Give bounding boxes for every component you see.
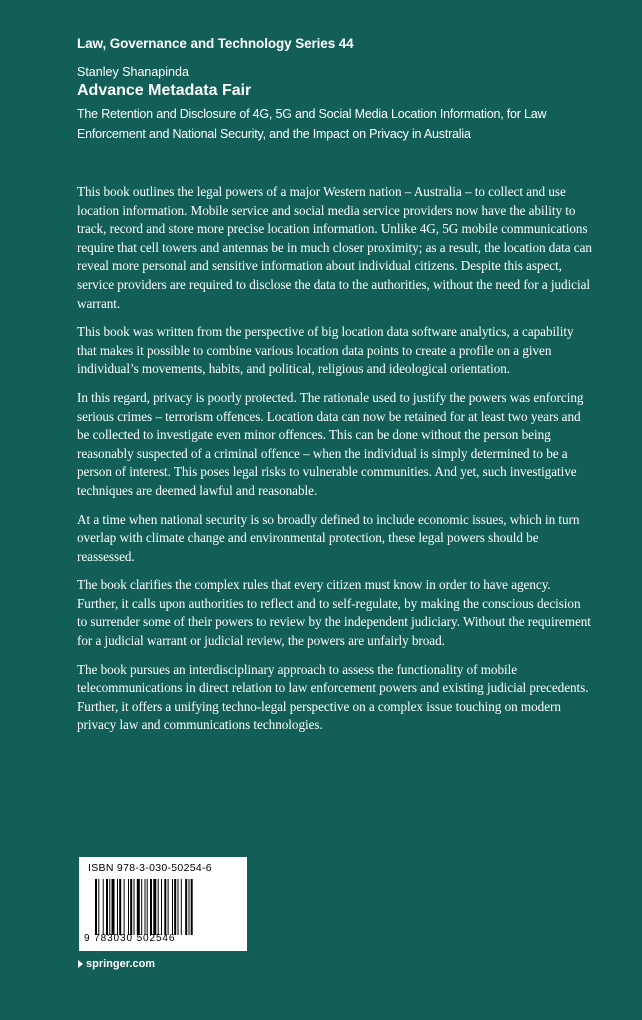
blurb-paragraph: The book clarifies the complex rules that every citizen must know in order to have agency. Further, it calls upon authorities to reflect and to self-regulate, by making the conscious decision to surrender some of their powers to review by the independent judiciary. Without the requirement for a judicial warrant or judicial review, the powers are unfairly broad. [77,577,591,649]
barcode-bar [168,879,169,935]
barcode-bar [141,879,142,935]
barcode-bar [178,879,179,935]
barcode-bar [181,879,182,935]
barcode-bar [112,879,115,935]
author-name: Stanley Shanapinda [77,65,189,79]
barcode-bar [106,879,108,935]
barcode-bar [145,879,146,935]
blurb-paragraph: At a time when national security is so broadly defined to include economic issues, which in turn overlap with climate change and environmental protection, these legal powers should be reassessed. [77,511,580,564]
barcode-bar [164,879,166,935]
barcode-bar [119,879,121,935]
publisher-link[interactable] [78,958,155,970]
barcode-bar [150,879,152,935]
series-title: Law, Governance and Technology Series 44 [77,36,354,51]
barcode-bar [103,879,104,935]
barcode-bar [158,879,159,935]
barcode-bar [161,879,162,935]
barcode-icon [95,879,233,935]
isbn-label: ISBN 978-3-030-50254-6 [88,862,212,874]
blurb-paragraph: In this regard, privacy is poorly protected. The rationale used to justify the powers was enforcing serious crimes – terrorism offences. Location data can now be retained for at least two years and be collected to investigate even minor offences. This can be done without the person being reasonably suspected of a criminal offence – when the individual is simply determined to be a person of interest. This poses legal risks to vulnerable communities. And yet, such investigative techniques are deemed lawful and reasonable. [77,389,584,498]
barcode-bar [134,879,135,935]
blurb-paragraph: This book was written from the perspective of big location data software analytics, a capability that makes it possible to combine various location data points to create a profile on a given individual’s movements, habits, and political, religious and ideological orientation. [77,324,574,377]
barcode-bar [117,879,118,935]
barcode-digits: 9 783030 502546 [84,933,176,944]
barcode-bar [174,879,176,935]
barcode-bar [124,879,125,935]
isbn-barcode-box [79,857,247,951]
barcode-bar [189,879,190,935]
blurb-paragraph: This book outlines the legal powers of a major Western nation – Australia – to collect and use location information. Mobile service and social media service providers now have the ability to track, record and store more precise location information. Unlike 4G, 5G mobile communications require that cell towers and antennas be in much closer proximity; as a result, the location data can reveal more personal and sensitive information about individual citizens. Despite this aspect, service providers are required to disclose the data to the authorities, without the need for a judicial warrant. [77,184,592,311]
barcode-bar [98,879,99,935]
book-subtitle: The Retention and Disclosure of 4G, 5G and Social Media Location Information, for Law Enforcement and National Security, and the Impact on Privacy in Australia [77,107,547,141]
barcode-bar [147,879,148,935]
barcode-bar [109,879,110,935]
barcode-bar [128,879,129,935]
publisher-url: springer.com [86,958,156,970]
barcode-bar [153,879,156,935]
book-title: Advance Metadata Fair [77,82,252,99]
barcode-bar [137,879,140,935]
barcode-bar [185,879,187,935]
blurb-paragraph: The book pursues an interdisciplinary approach to assess the functionality of mobile telecommunications in direct relation to law enforcement powers and existing judicial precedents. Further, it offers a unifying techno-legal perspective on a complex issue touching on modern privacy law and communications technologies. [77,661,589,733]
barcode-bar [172,879,173,935]
barcode-bar [191,879,193,935]
arrow-right-icon [78,960,83,968]
blurb [77,183,593,745]
barcode-bar [95,879,97,935]
cover-header [77,36,597,144]
barcode-bar [130,879,132,935]
